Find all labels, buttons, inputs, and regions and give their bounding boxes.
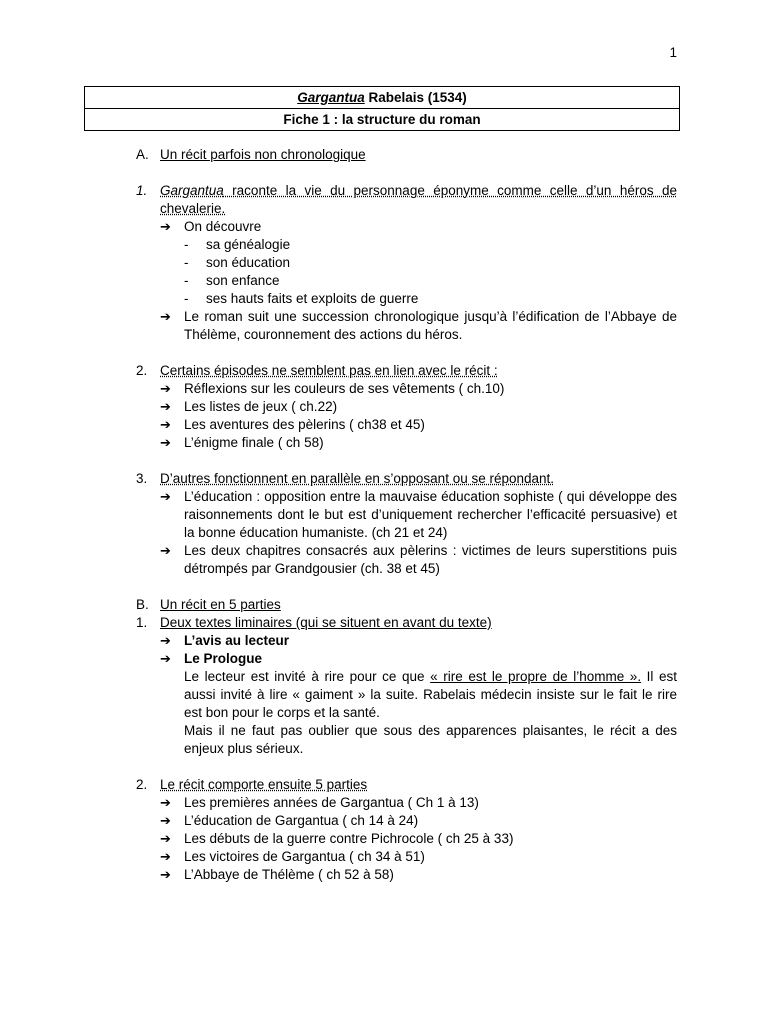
section-marker: B. bbox=[136, 597, 149, 612]
point-marker: 1. bbox=[136, 183, 148, 198]
arrow-item bbox=[160, 308, 677, 344]
arrow-right-icon: ➔ bbox=[160, 867, 171, 882]
arrow-item bbox=[160, 488, 677, 542]
arrow-item-text: Les listes de jeux ( ch.22) bbox=[184, 399, 338, 414]
arrow-right-icon: ➔ bbox=[160, 633, 171, 648]
arrow-item bbox=[160, 650, 677, 668]
dash-item-text: son enfance bbox=[206, 273, 280, 288]
arrow-right-icon: ➔ bbox=[160, 381, 171, 396]
point-a1 bbox=[136, 182, 677, 218]
dash-bullet: - bbox=[184, 255, 189, 270]
arrow-item-text: Le roman suit une succession chronologique jusqu’à l’édification de l’Abbaye de Thélème, couronnement des actions du héros. bbox=[184, 309, 677, 342]
dash-item-text: sa généalogie bbox=[206, 237, 291, 252]
arrow-item-text: L’éducation : opposition entre la mauvaise éducation sophiste ( qui développe des raisonnements dont le but est d’uniquement rechercher l’efficacité persuasive) et la bonne éducation humaniste. (ch 21 et 24) bbox=[184, 489, 677, 540]
document-subtitle: Fiche 1 : la structure du roman bbox=[85, 108, 679, 130]
arrow-right-icon: ➔ bbox=[160, 813, 171, 828]
arrow-item bbox=[160, 632, 677, 650]
point-marker: 2. bbox=[136, 363, 148, 378]
arrow-item bbox=[160, 218, 677, 236]
arrow-right-icon: ➔ bbox=[160, 435, 171, 450]
arrow-item bbox=[160, 848, 677, 866]
prologue-paragraph bbox=[160, 668, 677, 722]
arrow-right-icon: ➔ bbox=[160, 831, 171, 846]
dash-bullet: - bbox=[184, 273, 189, 288]
dash-item-text: son éducation bbox=[206, 255, 291, 270]
point-title: Certains épisodes ne semblent pas en lien avec le récit : bbox=[160, 363, 498, 378]
dash-item bbox=[160, 254, 677, 272]
dash-bullet: - bbox=[184, 291, 189, 306]
point-text: raconte la vie du personnage éponyme comme celle d’un héros de chevalerie. bbox=[160, 183, 677, 216]
arrow-right-icon: ➔ bbox=[160, 849, 171, 864]
arrow-item-text: Les aventures des pèlerins ( ch38 et 45) bbox=[184, 417, 425, 432]
arrow-item-text: Les débuts de la guerre contre Pichrocole ( ch 25 à 33) bbox=[184, 831, 514, 846]
arrow-item bbox=[160, 398, 677, 416]
prologue-text: Le lecteur est invité à rire pour ce que bbox=[184, 669, 431, 684]
work-title: Gargantua bbox=[160, 183, 224, 198]
arrow-item bbox=[160, 416, 677, 434]
arrow-right-icon: ➔ bbox=[160, 399, 171, 414]
arrow-item-text: L’avis au lecteur bbox=[184, 633, 290, 648]
arrow-right-icon: ➔ bbox=[160, 795, 171, 810]
document-title bbox=[85, 87, 679, 108]
dash-item bbox=[160, 290, 677, 308]
section-a-heading bbox=[136, 146, 677, 164]
dash-item bbox=[160, 236, 677, 254]
arrow-item-text: L’énigme finale ( ch 58) bbox=[184, 435, 324, 450]
point-b2-heading bbox=[136, 776, 677, 794]
section-title: Un récit parfois non chronologique bbox=[160, 147, 366, 162]
work-title: Gargantua bbox=[297, 90, 365, 105]
arrow-item bbox=[160, 794, 677, 812]
arrow-item bbox=[160, 866, 677, 884]
point-a2-heading bbox=[136, 362, 677, 380]
arrow-item bbox=[160, 434, 677, 452]
point-title: Le récit comporte ensuite 5 parties bbox=[160, 777, 368, 792]
prologue-quote: « rire est le propre de l’homme ». bbox=[430, 669, 642, 684]
arrow-item-text: Réflexions sur les couleurs de ses vêtements ( ch.10) bbox=[184, 381, 505, 396]
arrow-item-text: Les premières années de Gargantua ( Ch 1 à 13) bbox=[184, 795, 479, 810]
page-number: 1 bbox=[669, 45, 677, 60]
point-a3-heading bbox=[136, 470, 677, 488]
prologue-paragraph-2: Mais il ne faut pas oublier que sous des apparences plaisantes, le récit a des enjeux plus sérieux. bbox=[184, 723, 677, 756]
arrow-item bbox=[160, 812, 677, 830]
arrow-item-text: Les victoires de Gargantua ( ch 34 à 51) bbox=[184, 849, 425, 864]
arrow-right-icon: ➔ bbox=[160, 417, 171, 432]
arrow-item bbox=[160, 830, 677, 848]
arrow-item-text: Le Prologue bbox=[184, 651, 263, 666]
point-title: Deux textes liminaires (qui se situent en avant du texte) bbox=[160, 615, 492, 630]
arrow-right-icon: ➔ bbox=[160, 489, 171, 504]
section-title: Un récit en 5 parties bbox=[160, 597, 281, 612]
title-box bbox=[84, 86, 680, 131]
point-b1-heading bbox=[136, 614, 677, 632]
section-b-heading bbox=[136, 596, 677, 614]
dash-bullet: - bbox=[184, 237, 189, 252]
arrow-right-icon: ➔ bbox=[160, 543, 171, 558]
point-title: D’autres fonctionnent en parallèle en s’opposant ou se répondant. bbox=[160, 471, 555, 486]
arrow-right-icon: ➔ bbox=[160, 219, 171, 234]
dash-item-text: ses hauts faits et exploits de guerre bbox=[206, 291, 419, 306]
arrow-item-text: Les deux chapitres consacrés aux pèlerins : victimes de leurs superstitions puis détrompés par Grandgousier (ch. 38 et 45) bbox=[184, 543, 677, 576]
arrow-item bbox=[160, 542, 677, 578]
document-body bbox=[136, 146, 678, 884]
arrow-item-text: L’Abbaye de Thélème ( ch 52 à 58) bbox=[184, 867, 394, 882]
point-marker: 2. bbox=[136, 777, 148, 792]
arrow-item bbox=[160, 380, 677, 398]
point-marker: 1. bbox=[136, 615, 148, 630]
arrow-item-text: L’éducation de Gargantua ( ch 14 à 24) bbox=[184, 813, 419, 828]
author-year: Rabelais (1534) bbox=[364, 90, 467, 105]
arrow-item-label: On découvre bbox=[184, 219, 262, 234]
section-marker: A. bbox=[136, 147, 149, 162]
dash-item bbox=[160, 272, 677, 290]
arrow-right-icon: ➔ bbox=[160, 651, 171, 666]
arrow-right-icon: ➔ bbox=[160, 309, 171, 324]
point-marker: 3. bbox=[136, 471, 148, 486]
prologue-text-cont: Il est aussi invité à lire « gaiment » la suite. Rabelais médecin insiste sur le fait le rire est bon pour le corps et la santé. bbox=[184, 669, 678, 720]
